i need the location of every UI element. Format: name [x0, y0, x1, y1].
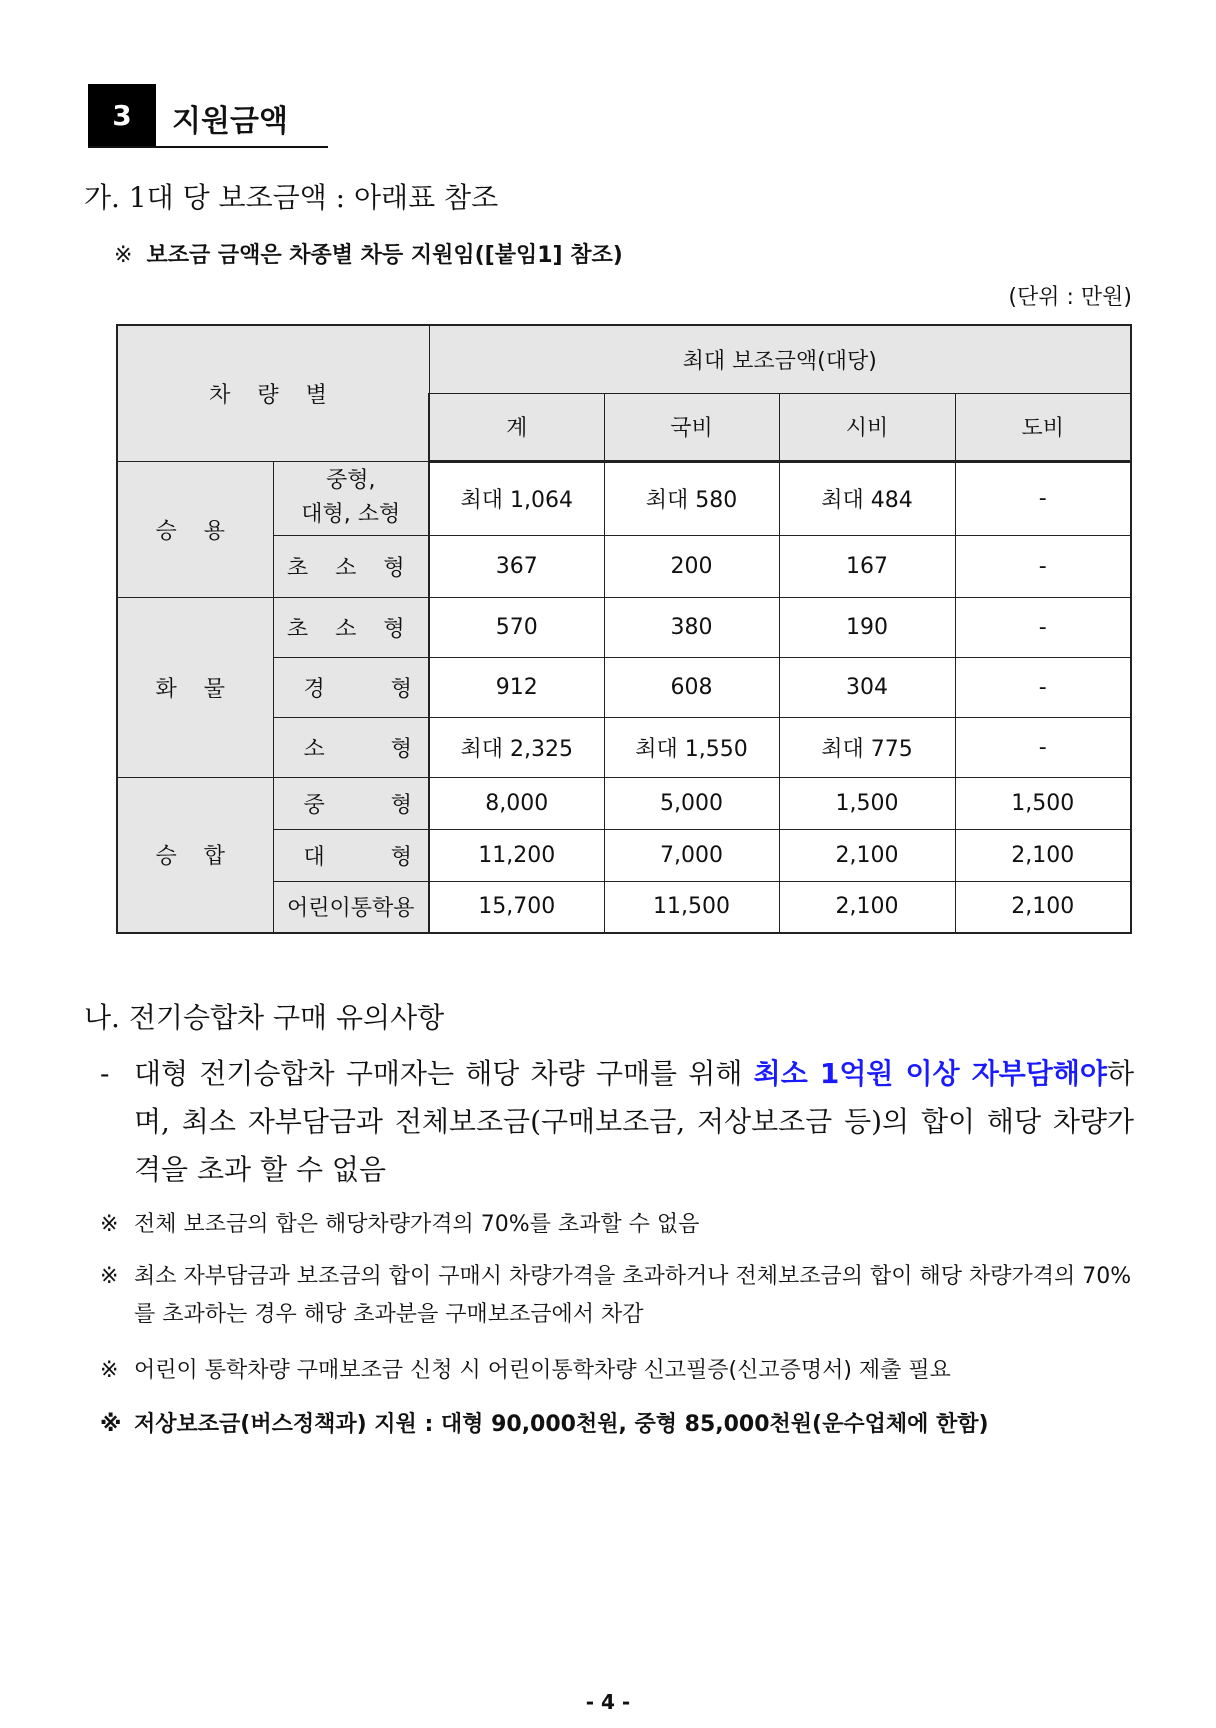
note-text: 보조금 금액은 차종별 차등 지원임([붙임1] 참조)	[146, 243, 623, 268]
cell-city: 304	[779, 657, 955, 717]
purchase-caution-paragraph	[100, 1050, 1134, 1194]
cell-national: 7,000	[604, 829, 779, 881]
cell-national: 200	[604, 535, 779, 597]
cell-province: -	[955, 717, 1131, 777]
col-header-province: 도비	[955, 393, 1131, 461]
cell-national: 11,500	[604, 881, 779, 933]
subheading-b: 나. 전기승합차 구매 유의사항	[84, 1001, 445, 1034]
group-bus: 승 합	[117, 777, 273, 933]
row-subtype	[273, 461, 429, 535]
row-subtype-right: 형	[390, 676, 412, 702]
cell-city: 190	[779, 597, 955, 657]
table-row	[117, 597, 1131, 657]
row-subtype-right: 형	[390, 792, 412, 818]
note-text: 저상보조금(버스정책과) 지원 : 대형 90,000천원, 중형 85,000천원(운수업체에 한함)	[134, 1412, 989, 1437]
section-title: 지원금액	[172, 104, 288, 139]
note-mark: ※	[114, 243, 133, 268]
row-subtype-line2: 대형, 소형	[301, 502, 401, 527]
col-header-total: 계	[429, 393, 604, 461]
section-number: 3	[88, 84, 156, 146]
row-subtype-right: 형	[390, 844, 412, 870]
note-item	[100, 1258, 1134, 1334]
note-item	[100, 1352, 1134, 1390]
group-passenger: 승 용	[117, 461, 273, 597]
cell-total: 367	[429, 535, 604, 597]
row-subtype	[273, 829, 429, 881]
note-text: 전체 보조금의 합은 해당차량가격의 70%를 초과할 수 없음	[134, 1212, 700, 1237]
paragraph-pre: 대형 전기승합차 구매자는 해당 차량 구매를 위해	[134, 1057, 754, 1090]
row-subtype	[273, 777, 429, 829]
cell-province: 2,100	[955, 829, 1131, 881]
row-subtype: 어린이통학용	[273, 881, 429, 933]
note-mark: ※	[100, 1212, 119, 1237]
unit-label: (단위 : 만원)	[1008, 285, 1132, 310]
cell-city: 1,500	[779, 777, 955, 829]
cell-city: 최대 775	[779, 717, 955, 777]
cell-province: 2,100	[955, 881, 1131, 933]
cell-total: 최대 1,064	[429, 461, 604, 535]
row-subtype-left: 경	[303, 676, 325, 702]
cell-national: 380	[604, 597, 779, 657]
cell-national: 5,000	[604, 777, 779, 829]
cell-national: 최대 1,550	[604, 717, 779, 777]
cell-province: -	[955, 461, 1131, 535]
cell-total: 912	[429, 657, 604, 717]
cell-city: 167	[779, 535, 955, 597]
row-subtype-line1: 중형,	[326, 468, 376, 493]
cell-total: 11,200	[429, 829, 604, 881]
note-mark: ※	[100, 1412, 122, 1437]
row-subtype-left: 소	[303, 736, 325, 762]
col-header-city: 시비	[779, 393, 955, 461]
row-subtype-right: 형	[390, 736, 412, 762]
row-subtype-left: 대	[303, 844, 325, 870]
note-reference	[114, 238, 623, 269]
section-heading	[88, 84, 328, 148]
cell-total: 15,700	[429, 881, 604, 933]
col-header-national: 국비	[604, 393, 779, 461]
paragraph-text	[134, 1050, 1134, 1194]
group-cargo: 화 물	[117, 597, 273, 777]
subsidy-table	[116, 324, 1132, 934]
row-subtype	[273, 657, 429, 717]
cell-city: 2,100	[779, 881, 955, 933]
note-item	[100, 1406, 1134, 1444]
row-subtype: 초 소 형	[273, 597, 429, 657]
paragraph-post: 하며, 최소 자부담금과 전체보조금(구매보조금, 저상보조금 등)의 합이 해당 차량가격을 초과 할 수 없음	[134, 1057, 1134, 1186]
note-text: 어린이 통학차량 구매보조금 신청 시 어린이통학차량 신고필증(신고증명서) 제출 필요	[134, 1358, 951, 1383]
cell-total: 570	[429, 597, 604, 657]
cell-national: 최대 580	[604, 461, 779, 535]
table-row	[117, 777, 1131, 829]
row-subtype: 초 소 형	[273, 535, 429, 597]
note-mark: ※	[100, 1358, 119, 1383]
cell-province: 1,500	[955, 777, 1131, 829]
paragraph-highlight: 최소 1억원 이상 자부담해야	[753, 1057, 1107, 1090]
cell-national: 608	[604, 657, 779, 717]
cell-province: -	[955, 535, 1131, 597]
cell-total: 8,000	[429, 777, 604, 829]
cell-province: -	[955, 597, 1131, 657]
row-subtype	[273, 717, 429, 777]
max-subsidy-header: 최대 보조금액(대당)	[429, 325, 1131, 393]
note-mark: ※	[100, 1264, 119, 1289]
row-subtype-left: 중	[303, 792, 325, 818]
vehicle-header: 차 량 별	[117, 325, 429, 461]
subheading-a: 가. 1대 당 보조금액 : 아래표 참조	[84, 181, 499, 214]
cell-city: 2,100	[779, 829, 955, 881]
dash-bullet: -	[100, 1057, 110, 1090]
note-item	[100, 1206, 1134, 1244]
cell-city: 최대 484	[779, 461, 955, 535]
page-number: - 4 -	[585, 1690, 631, 1714]
cell-total: 최대 2,325	[429, 717, 604, 777]
table-row	[117, 461, 1131, 535]
cell-province: -	[955, 657, 1131, 717]
note-text: 최소 자부담금과 보조금의 합이 구매시 차량가격을 초과하거나 전체보조금의 합이 해당 차량가격의 70%를 초과하는 경우 해당 초과분을 구매보조금에서 차감	[134, 1264, 1132, 1327]
